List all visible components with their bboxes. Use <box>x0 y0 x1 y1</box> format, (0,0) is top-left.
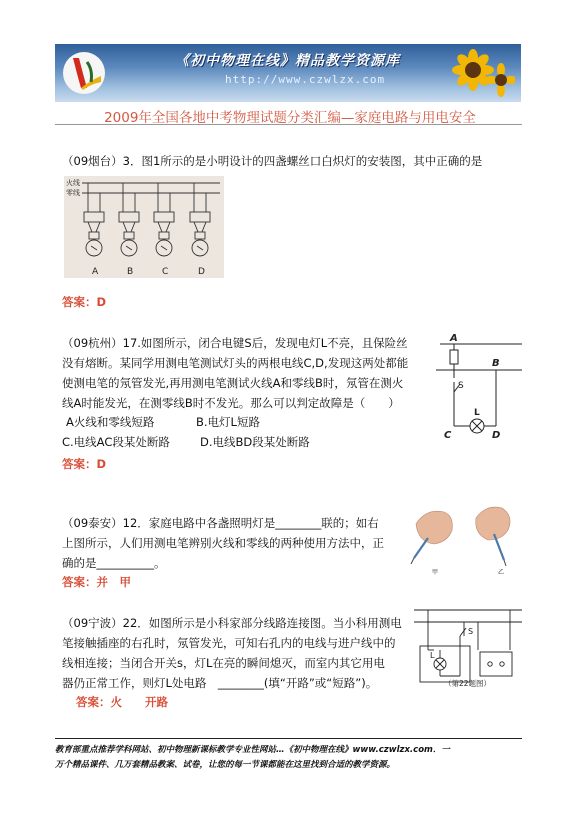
question-4-answer: 答案：火 开路 <box>76 695 168 709</box>
question-2-answer: 答案：D <box>62 457 107 471</box>
footer-divider <box>55 738 522 739</box>
question-1-figure <box>64 176 224 278</box>
fig4-caption: （第22题图） <box>444 679 492 688</box>
title-divider <box>55 124 522 125</box>
fig3-label-right: 乙 <box>498 569 505 576</box>
question-2-option-c: C.电线AC段某处断路 <box>62 435 170 449</box>
question-3-line: （09泰安）12．家庭电路中各盏照明灯是________联的；如右 <box>62 516 379 530</box>
fig1-label-c: C <box>162 267 169 277</box>
question-2-option-b: B.电灯L短路 <box>196 415 260 429</box>
fig2-label-a: A <box>450 333 458 344</box>
footer-line-1: 教育部重点推荐学科网站、初中物理新课标教学专业性网站…《初中物理在线》www.czwlzx.com．一 <box>55 745 450 755</box>
site-banner <box>55 44 521 102</box>
question-2-line: 没有熔断。某同学用测电笔测试灯头的两根电线C,D,发现这两处都能 <box>62 356 409 370</box>
fig1-label-a: A <box>92 267 99 277</box>
fig2-label-d: D <box>492 430 501 441</box>
question-4-wiring-figure <box>410 606 524 688</box>
question-4-line: 器仍正常工作，则灯L处电路 ________(填“开路”或“短路”)。 <box>62 676 378 690</box>
question-2-option-a: A火线和零线短路 <box>66 415 155 429</box>
banner-url[interactable]: http://www.czwlzx.com <box>225 73 386 86</box>
question-2-option-d: D.电线BD段某处断路 <box>200 435 310 449</box>
banner-title: 《初中物理在线》精品教学资源库 <box>175 53 400 69</box>
question-3-line: 上图所示，人们用测电笔辨别火线和零线的两种使用方法中，正 <box>62 536 384 550</box>
question-3-tester-figure <box>398 494 524 576</box>
question-3-text <box>62 513 384 573</box>
fig3-label-left: 甲 <box>432 569 439 576</box>
question-4-line: 笔接触插座的右孔时，氖管发光，可知右孔内的电线与进户线中的 <box>62 636 396 650</box>
fig1-label-live: 火线 <box>66 179 80 187</box>
fig2-label-c: C <box>444 430 452 441</box>
question-4-text <box>62 613 402 693</box>
question-4-line: 线相连接；当闭合开关s，灯L在亮的瞬间熄灭，而室内其它用电 <box>62 656 385 670</box>
question-2-text <box>62 333 408 413</box>
question-2-line: （09杭州）17.如图所示，闭合电键S后，发现电灯L不亮，且保险丝 <box>62 336 408 350</box>
site-logo-icon <box>61 50 107 96</box>
fig1-label-neutral: 零线 <box>66 189 80 197</box>
footer-line-2: 万个精品课件、几万套精品教案、试卷，让您的每一节课都能在这里找到合适的教学资源。 <box>55 760 396 770</box>
question-3-answer: 答案：并 甲 <box>62 575 131 589</box>
fig2-label-s: S <box>458 381 464 391</box>
fig1-label-d: D <box>198 267 205 277</box>
fig2-label-l: L <box>474 408 480 418</box>
question-1-answer: 答案：D <box>62 295 107 309</box>
fig4-label-s: S <box>468 627 474 636</box>
page-footer <box>55 743 525 773</box>
fig2-label-b: B <box>492 358 500 369</box>
question-4-line: （09宁波）22．如图所示是小科家部分线路连接图。当小科用测电 <box>62 616 402 630</box>
question-2-line: 线A时能发光，在测零线B时不发光。那么可以判定故障是（ ） <box>62 396 400 410</box>
fig4-label-l: L <box>430 651 435 660</box>
question-1-text: （09烟台）3．图1所示的是小明设计的四盏螺丝口白炽灯的安装图，其中正确的是 <box>62 154 483 168</box>
document-title: 2009年全国各地中考物理试题分类汇编—家庭电路与用电安全 <box>104 110 476 126</box>
fig1-label-b: B <box>127 267 134 277</box>
question-3-line: 确的是__________。 <box>62 556 166 570</box>
question-2-circuit-figure <box>430 330 526 442</box>
question-2-line: 使测电笔的氖管发光,再用测电笔测试火线A和零线B时，氖管在测火 <box>62 376 404 390</box>
sunflower-icon <box>451 48 515 100</box>
